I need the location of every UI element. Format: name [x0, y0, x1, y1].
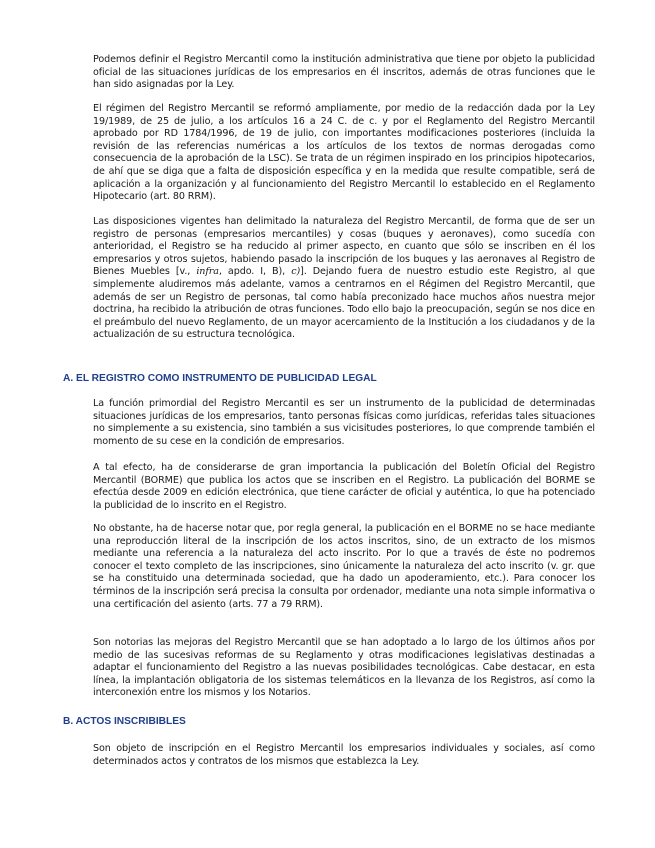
paragraph-mejoras: Son notorias las mejoras del Registro Mercantil que se han adoptado a lo largo de los últimos años por medio de las sucesivas reformas de su Reglamento y otras modificaciones legislativas destinadas a adaptar el funcionamiento del Registro a las nuevas posibilidades tecnológicas. Cabe destacar, en esta línea, la implantación obligatoria de los sistemas telemáticos en la llevanza de los Registros, así como la interconexión entre los mismos y los Notarios.: [93, 637, 595, 699]
paragraph-disposiciones-part-b: , apdo. I, B),: [218, 266, 292, 278]
paragraph-disposiciones-part-d: ]. Dejando fuera de nuestro estudio este Registro, al que simplemente aludiremos más adelante, vamos a centrarnos en el Régimen del Registro Mercantil, que además de ser un Registro de personas, tal como había preconizado hace muchos años nuestra mejor doctrina, ha recibido la atribución de otras funciones. Todo ello bajo la preocupación, según se nos dice en el preámbulo del nuevo Reglamento, de un mayor acercamiento de la Institución a los ciudadanos y de la actualización de su estructura tecnológica.: [93, 266, 595, 341]
paragraph-borme: A tal efecto, ha de considerarse de gran importancia la publicación del Boletín Oficial del Registro Mercantil (BORME) que publica los actos que se inscriben en el Registro. La publicación del BORME se efectúa desde 2009 en edición electrónica, que tiene carácter de oficial y auténtica, lo que ha potenciado la publicidad de lo inscrito en el Registro.: [93, 462, 595, 511]
paragraph-objeto-inscripcion: Son objeto de inscripción en el Registro Mercantil los empresarios individuales y sociales, así como determinados actos y contratos de los mismos que establezca la Ley.: [93, 743, 595, 767]
paragraph-no-obstante: No obstante, ha de hacerse notar que, por regla general, la publicación en el BORME no se hace mediante una reproducción literal de la inscripción de los actos inscritos, sino, de un extracto de los mismos mediante una referencia a la naturaleza del acto inscrito. Por lo que a través de éste no podremos conocer el texto completo de las inscripciones, sino únicamente la naturaleza del acto inscrito (v. gr. que se ha constituido una determinada sociedad, que ha dado un apoderamiento, etc.). Para conocer los términos de la inscripción será precisa la consulta por ordenador, mediante una nota simple informativa o una certificación del asiento (arts. 77 a 79 RRM).: [93, 523, 595, 610]
paragraph-disposiciones-part-a: Las disposiciones vigentes han delimitado la naturaleza del Registro Mercantil, de forma que de ser un registro de personas (empresarios mercantiles) y cosas (buques y aeronaves), como sucedía con anterioridad, el Registro se ha reducido al primer aspecto, en cuanto que sólo se inscriben en él los empresarios y otros sujetos, habiendo pasado la inscripción de los buques y las aeronaves al Registro de Bienes Muebles [v.,: [93, 216, 595, 278]
section-heading-publicidad-legal: A. EL REGISTRO COMO INSTRUMENTO DE PUBLICIDAD LEGAL: [63, 373, 377, 384]
paragraph-definition: Podemos definir el Registro Mercantil como la institución administrativa que tiene por objeto la publicidad oficial de las situaciones jurídicas de los empresarios en él inscritos, además de otras funciones que le han sido asignadas por la Ley.: [93, 54, 595, 91]
paragraph-regimen: El régimen del Registro Mercantil se reformó ampliamente, por medio de la redacción dada por la Ley 19/1989, de 25 de julio, a los artículos 16 a 24 C. de c. y por el Reglamento del Registro Mercantil aprobado por RD 1784/1996, de 19 de julio, con importantes modificaciones posteriores (incluida la revisión de las referencias numéricas a los artículos de los textos de normas derogadas como consecuencia de la aprobación de la LSC). Se trata de un régimen inspirado en los principios hipotecarios, de ahí que se diga que a falta de disposición específica y en la medida que resulte compatible, será de aplicación a la organización y al funcionamiento del Registro Mercantil lo establecido en el Reglamento Hipotecario (art. 80 RRM).: [93, 103, 595, 203]
paragraph-funcion-primordial: La función primordial del Registro Mercantil es ser un instrumento de la publicidad de determinadas situaciones jurídicas de los empresarios, tanto personas físicas como jurídicas, referidas tales situaciones no simplemente a su existencia, sino también a sus vicisitudes posteriores, lo que comprende también el momento de su cese en la condición de empresarios.: [93, 398, 595, 447]
section-heading-actos-inscribibles: B. ACTOS INSCRIBIBLES: [63, 716, 186, 727]
infra-reference: infra: [196, 266, 219, 278]
paragraph-disposiciones: [93, 216, 595, 342]
c-reference: c): [291, 266, 301, 278]
